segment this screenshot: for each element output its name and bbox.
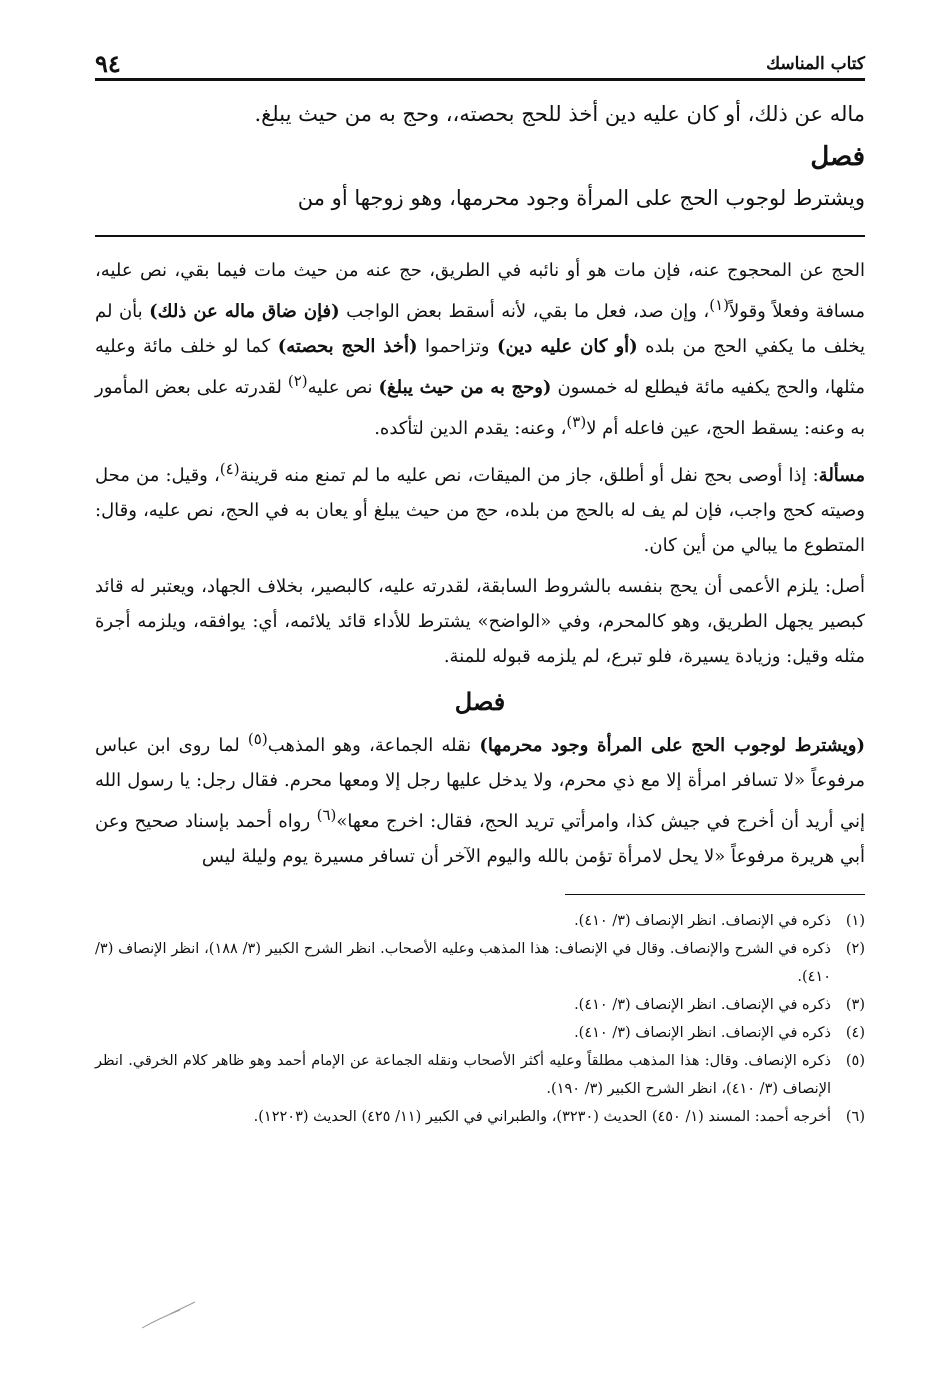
footnote-text: ذكره في الإنصاف. انظر الإنصاف (٣/ ٤١٠).	[574, 913, 831, 929]
text-run: نقله الجماعة، وهو المذهب	[267, 735, 472, 756]
matn-text	[95, 95, 865, 217]
matn-quote: (ويشترط لوجوب الحج على المرأة وجود محرمها)	[479, 735, 866, 756]
text-run: ، وقيل: من محل وصيته كحج واجب، فإن لم يف له بالحج من بلده، حج من حيث يبلغ أو يعان به في الحج، نص عليه، وقال: المتطوع ما يبالي من أين كان.	[95, 465, 865, 556]
text-run: لقدرته على بعض المأمور به وعنه: يسقط الحج، عين فاعله أم لا	[95, 377, 865, 439]
matn-line-2: ويشترط لوجوب الحج على المرأة وجود محرمها، وهو زوجها أو من	[297, 186, 865, 210]
text-run: وتزاحموا	[425, 336, 490, 357]
footnote-ref[interactable]: (٥)	[247, 730, 268, 748]
book-page	[95, 40, 865, 1131]
footnote-text: أخرجه أحمد: المسند (١/ ٤٥٠) الحديث (٣٢٣٠)، والطبراني في الكبير (١١/ ٤٢٥) الحديث (١٢٢٠٣).	[253, 1109, 831, 1125]
footnote-text: ذكره الإنصاف. وقال: هذا المذهب مطلقاً وعليه أكثر الأصحاب ونقله الجماعة عن الإمام أحمد وهو ظاهر كلام الخرقي. انظر الإنصاف (٣/ ٤١٠)، انظر الشرح الكبير (٣/ ١٩٠).	[95, 1053, 831, 1097]
running-header	[95, 40, 865, 81]
footnote-ref[interactable]: (٣)	[566, 413, 587, 431]
footnote-number: (١)	[845, 913, 865, 929]
footnote	[95, 1103, 865, 1131]
footnote-text: ذكره في الإنصاف. انظر الإنصاف (٣/ ٤١٠).	[574, 1025, 831, 1041]
text-run: لما روى ابن عباس مرفوعاً «لا تسافر امرأة إلا مع ذي محرم، ولا يدخل عليها رجل إلا ومعها محرم. فقال رجل: يا رسول الله إني أريد أن أخرج في جيش كذا، وامرأتي تريد الحج، فقال: اخرج معها»	[95, 735, 865, 832]
footnote-text: ذكره في الإنصاف. انظر الإنصاف (٣/ ٤١٠).	[574, 997, 831, 1013]
text-run: : إذا أوصى بحج نفل أو أطلق، جاز من الميقات، نص عليه ما لم تمنع منه قرينة	[239, 465, 819, 486]
matn-quote: (أخذ الحج بحصته)	[277, 336, 418, 357]
footnote-number: (٤)	[845, 1025, 865, 1041]
footnote	[95, 991, 865, 1019]
commentary	[95, 253, 865, 874]
text-run: بأن لم يخلف ما يكفي الحج من بلده	[95, 301, 866, 357]
matn-quote: (فإن ضاق ماله عن ذلك)	[149, 301, 340, 322]
matn-line-1: ماله عن ذلك، أو كان عليه دين أخذ للحج بحصته،، وحج به من حيث يبلغ.	[254, 102, 865, 126]
matn-separator	[95, 235, 865, 237]
issue-label: مسألة	[818, 465, 865, 486]
commentary-paragraph-2	[95, 452, 865, 563]
footnote	[95, 1047, 865, 1103]
matn-quote: (أو كان عليه دين)	[497, 336, 638, 357]
commentary-paragraph-4	[95, 722, 865, 874]
footnote	[95, 1019, 865, 1047]
footnote-number: (٦)	[845, 1109, 865, 1125]
footnote	[95, 907, 865, 935]
footnote-ref[interactable]: (٢)	[287, 372, 308, 390]
text-run: رواه أحمد بإسناد صحيح وعن أبي هريرة مرفوعاً «لا يحل لامرأة تؤمن بالله واليوم الآخر أن تسافر مسيرة يوم وليلة ليس	[95, 811, 865, 867]
footnote-number: (٥)	[845, 1053, 865, 1069]
pen-mark-icon	[140, 1300, 200, 1330]
text-run: الحج عن المحجوج عنه، فإن مات هو أو نائبه في الطريق، حج عنه من حيث مات فيما بقي، نص عليه، مسافة وفعلاً وقولاً	[95, 260, 865, 322]
footnote-text: ذكره في الشرح والإنصاف. وقال في الإنصاف: هذا المذهب وعليه الأصحاب. انظر الشرح الكبير (٣/ ١٨٨)، انظر الإنصاف (٣/ ٤١٠).	[95, 941, 831, 985]
book-title: كتاب المناسك	[766, 54, 865, 74]
footnote	[95, 935, 865, 991]
section-heading-fasl-2: فصل	[454, 687, 506, 716]
footnotes	[95, 907, 865, 1131]
page-number: ٩٤	[95, 49, 121, 78]
commentary-paragraph-3: أصل: يلزم الأعمى أن يحج بنفسه بالشروط السابقة، لقدرته عليه، كالبصير، بخلاف الجهاد، ويعتبر له قائد كبصير يجهل الطريق، وهو كالمحرم، وفي «الواضح» يشترط للأداء قائد يلائمه، أي: يوافقه، ويلزمه أجرة مثله وقيل: وزيادة يسيرة، فلو تبرع، لم يلزمه قبوله للمنة.	[95, 576, 866, 667]
matn-quote: (وحج به من حيث يبلغ)	[378, 377, 552, 398]
text-run: نص عليه	[307, 377, 373, 398]
text-run: كما لو خلف مائة وعليه مثلها، والحج يكفيه مائة فيطلع له خمسون	[95, 336, 865, 398]
footnote-ref[interactable]: (١)	[709, 296, 730, 314]
footnote-ref[interactable]: (٦)	[316, 806, 337, 824]
commentary-paragraph-1	[95, 253, 865, 446]
footnotes-separator	[565, 894, 865, 895]
footnote-ref[interactable]: (٤)	[219, 460, 240, 478]
text-run: ، وإن صد، فعل ما بقي، لأنه أسقط بعض الواجب	[346, 301, 710, 322]
section-heading-fasl: فصل	[810, 142, 865, 172]
footnote-number: (٢)	[845, 941, 865, 957]
text-run: ، وعنه: يقدم الدين لتأكده.	[374, 418, 567, 439]
footnote-number: (٣)	[845, 997, 865, 1013]
